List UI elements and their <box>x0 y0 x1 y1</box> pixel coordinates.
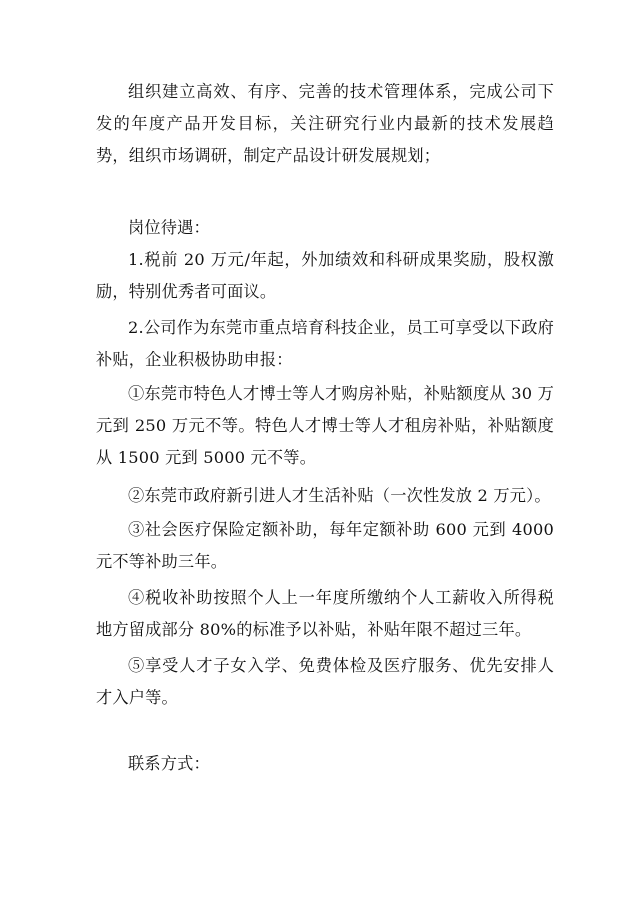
benefit-item-living-allowance: ②东莞市政府新引进人才生活补贴（一次性发放 2 万元）。 <box>128 486 551 505</box>
benefit-item-children-education: ⑤享受人才子女入学、免费体检及医疗服务、优先安排人才入户等。 <box>96 656 554 707</box>
benefit-item-tax: ④税收补助按照个人上一年度所缴纳个人工薪收入所得税地方留成部分 80%的标准予以补贴，补贴年限不超过三年。 <box>96 588 554 639</box>
benefit-item-subsidy: 2.公司作为东莞市重点培育科技企业，员工可享受以下政府补贴，企业积极协助申报： <box>96 318 554 369</box>
benefit-item-medical: ③社会医疗保险定额补助，每年定额补助 600 元到 4000 元不等补助三年。 <box>96 520 554 571</box>
benefit-item-housing: ①东莞市特色人才博士等人才购房补贴，补贴额度从 30 万元到 250 万元不等。特色人才博士等人才租房补贴，补贴额度从 1500 元到 5000 元不等。 <box>96 384 554 467</box>
benefits-heading: 岗位待遇： <box>128 218 210 237</box>
contact-heading: 联系方式： <box>128 754 210 773</box>
benefit-item-salary: 1.税前 20 万元/年起，外加绩效和科研成果奖励，股权激励，特别优秀者可面议。 <box>96 250 554 301</box>
intro-paragraph: 组织建立高效、有序、完善的技术管理体系，完成公司下发的年度产品开发目标，关注研究行业内最新的技术发展趋势，组织市场调研，制定产品设计研发展规划； <box>96 82 554 165</box>
